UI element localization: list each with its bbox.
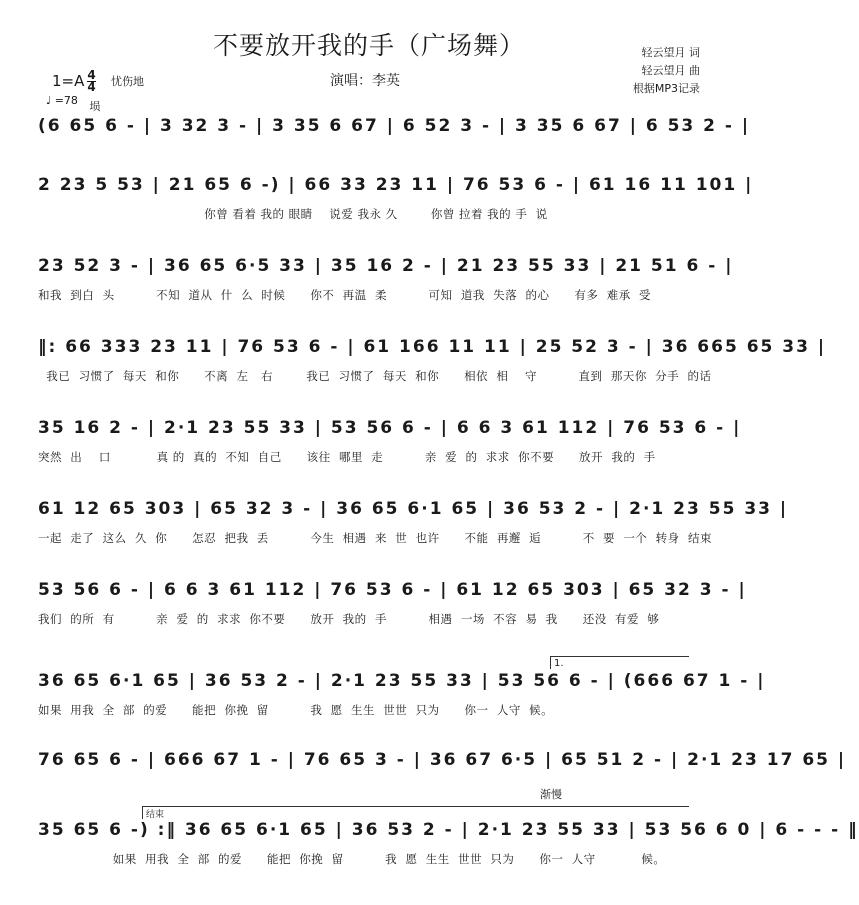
volta-label: 1. bbox=[554, 658, 564, 669]
key-signature bbox=[52, 70, 99, 93]
lyrics: 我们 的所 有 亲 爱 的 求求 你不要 放开 我的 手 相遇 一场 不容 易 我 还没 有爱 够 bbox=[38, 612, 660, 626]
quarter-note-icon: ♩ bbox=[46, 94, 52, 107]
instrument-label: 埙 bbox=[89, 100, 101, 113]
lyrics: 突然 出 口 真 的 真的 不知 自己 该往 哪里 走 亲 爱 的 求求 你不要 放开 我的 手 bbox=[38, 450, 656, 464]
notes: 23 52 3 - | 36 65 6·5 33 | 35 16 2 - | 21 23 55 33 | 21 51 6 - | bbox=[38, 256, 734, 276]
lyrics: 和我 到白 头 不知 道从 什 么 时候 你不 再温 柔 可知 道我 失落 的心 有多 难承 受 bbox=[38, 288, 652, 302]
time-bottom: 4 bbox=[87, 80, 96, 94]
ending-bracket bbox=[142, 806, 689, 819]
ritardando-mark: 渐慢 bbox=[540, 788, 562, 801]
notes: 35 16 2 - | 2·1 23 55 33 | 53 56 6 - | 6 6 3 61 112 | 76 53 6 - | bbox=[38, 418, 742, 438]
time-top: 4 bbox=[87, 68, 96, 82]
lyrics: 如果 用我 全 部 的爱 能把 你挽 留 我 愿 生生 世世 只为 你一 人守 候。 bbox=[38, 703, 554, 717]
lyrics: 我已 习惯了 每天 和你 不离 左 右 我已 习惯了 每天 和你 相依 相 守 直到 那天你 分手 的话 bbox=[38, 369, 712, 383]
notes: ‖: 66 333 23 11 | 76 53 6 - | 61 166 11 11 | 25 52 3 - | 36 665 65 33 | bbox=[38, 337, 827, 357]
lyricist-credit: 轻云望月 词 bbox=[641, 46, 700, 59]
tempo-value: =78 bbox=[54, 94, 78, 107]
style-marking: 忧伤地 bbox=[111, 75, 144, 88]
notes: 53 56 6 - | 6 6 3 61 112 | 76 53 6 - | 61 12 65 303 | 65 32 3 - | bbox=[38, 580, 747, 600]
song-title: 不要放开我的手（广场舞） bbox=[212, 31, 525, 60]
lyrics: 你曾 看着 我的 眼睛 说爱 我永 久 你曾 拉着 我的 手 说 bbox=[38, 207, 548, 221]
notes: 36 65 6·1 65 | 36 53 2 - | 2·1 23 55 33 | 53 56 6 - | (666 67 1 - | bbox=[38, 671, 766, 691]
singer-credit: 演唱：李英 bbox=[330, 73, 400, 89]
notes: (6 65 6 - | 3 32 3 - | 3 35 6 67 | 6 52 3 - | 3 35 6 67 | 6 53 2 - | bbox=[38, 116, 751, 136]
notes: 2 23 5 53 | 21 65 6 -) | 66 33 23 11 | 76 53 6 - | 61 16 11 101 | bbox=[38, 175, 754, 195]
notes: 76 65 6 - | 666 67 1 - | 76 65 3 - | 36 67 6·5 | 65 51 2 - | 2·1 23 17 65 | bbox=[38, 750, 847, 770]
source-credit: 根据MP3记录 bbox=[632, 82, 700, 95]
volta-bracket bbox=[550, 656, 689, 669]
lyrics: 一起 走了 这么 久 你 怎忍 把我 丢 今生 相遇 来 世 也许 不能 再邂 逅 不 要 一个 转身 结束 bbox=[38, 531, 712, 545]
composer-credit: 轻云望月 曲 bbox=[641, 64, 700, 77]
ending-label: 结束 bbox=[146, 810, 165, 820]
notes: 35 65 6 -) :‖ 36 65 6·1 65 | 36 53 2 - | 2·1 23 55 33 | 53 56 6 0 | 6 - - - ‖ bbox=[38, 820, 859, 840]
notes: 61 12 65 303 | 65 32 3 - | 36 65 6·1 65 | 36 53 2 - | 2·1 23 55 33 | bbox=[38, 499, 789, 519]
lyrics: 如果 用我 全 部 的爱 能把 你挽 留 我 愿 生生 世世 只为 你一 人守 候。 bbox=[38, 852, 666, 866]
time-signature bbox=[87, 70, 95, 93]
tempo-marking bbox=[46, 92, 101, 113]
key-label: 1=A bbox=[52, 72, 85, 90]
